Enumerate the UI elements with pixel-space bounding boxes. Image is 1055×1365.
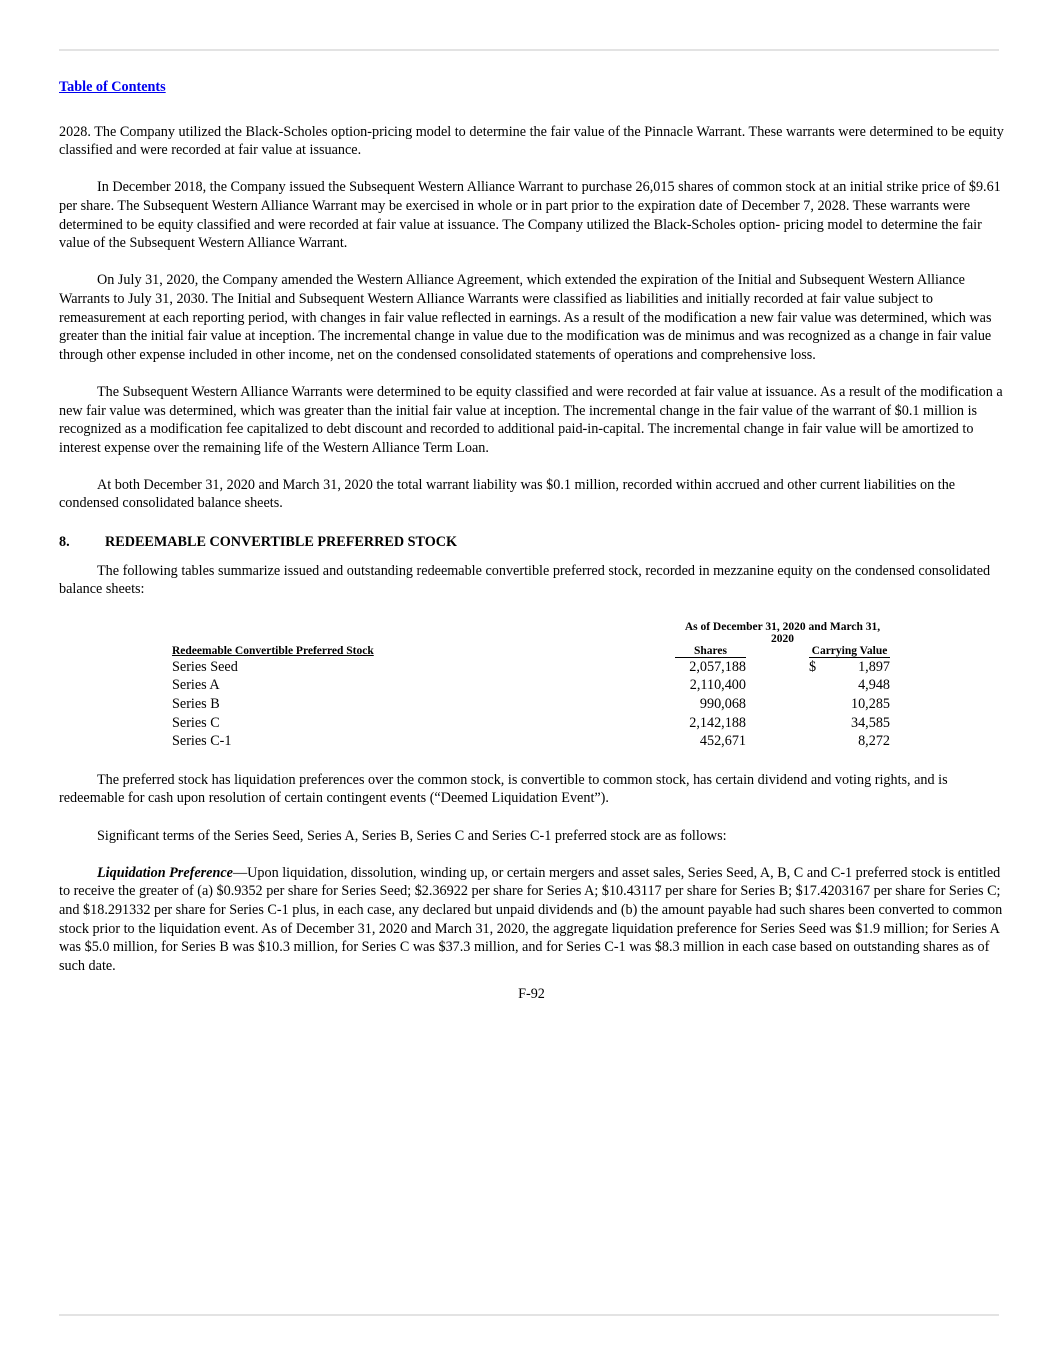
table-header-carrying-value: Carrying Value bbox=[809, 645, 890, 658]
row-carrying-value: 34,585 bbox=[850, 714, 890, 731]
row-label: Series C-1 bbox=[172, 733, 232, 750]
paragraph-significant-terms: Significant terms of the Series Seed, Series A, Series B, Series C and Series C-1 preferred stock are as follows: bbox=[97, 827, 727, 844]
row-carrying-value: 4,948 bbox=[858, 677, 890, 694]
section-number: 8. bbox=[59, 534, 70, 551]
row-label: Series B bbox=[172, 696, 220, 713]
section-heading bbox=[59, 533, 1004, 552]
paragraph-liquidation-overview: The preferred stock has liquidation preferences over the common stock, is convertible to common stock, has certain dividend and voting rights, and is redeemable for cash upon resolution of certain contingent events (“Deemed Liquidation Event”). bbox=[59, 771, 948, 807]
row-shares: 2,142,188 bbox=[689, 714, 746, 731]
section-title: REDEEMABLE CONVERTIBLE PREFERRED STOCK bbox=[105, 534, 458, 551]
row-carrying-value: 8,272 bbox=[858, 733, 890, 750]
table-group-header: As of December 31, 2020 and March 31, 2020 bbox=[684, 620, 881, 645]
row-shares: 990,068 bbox=[699, 696, 746, 713]
table-row bbox=[172, 676, 890, 695]
row-label: Series C bbox=[172, 714, 220, 731]
table-row bbox=[172, 695, 890, 714]
paragraph-equity-classified: The Subsequent Western Alliance Warrants were determined to be equity classified and were recorded at fair value at issuance. As a result of the modification a new fair value was determined, which was greater than the initial fair value at inception. The incremental change in the fair value of the warrant of $0.1 million is recognized as a modification fee capitalized to debt discount and recorded to additional paid-in-capital. The incremental change in fair value will be amortized to interest expense over the remaining life of the Western Alliance Term Loan. bbox=[59, 383, 1003, 456]
paragraph-pinnacle-warrant: 2028. The Company utilized the Black-Scholes option-pricing model to determine the fair value of the Pinnacle Warrant. These warrants were determined to be equity classified and were recorded at fair value at issuance. bbox=[59, 123, 1004, 159]
liquidation-preference-body: —Upon liquidation, dissolution, winding up, or certain mergers and asset sales, Series Seed, A, B, C and C-1 preferred stock is entitled to receive the greater of (a) $0.9352 per share for Series Seed; $2.36922 per share for Series A; $10.43117 per share for Series B; $17.4203167 per share for Series C; and $18.291332 per share for Series C-1 plus, in each case, any declared but unpaid dividends and (b) the amount payable had such shares been converted to common stock prior to the liquidation event. As of December 31, 2020 and March 31, 2020, the aggregate liquidation preference for Series Seed was $1.9 million; for Series A was $5.0 million, for Series B was $10.3 million, for Series C was $37.3 million, and for Series C-1 was $8.3 million in each case based on outstanding shares as of such date. bbox=[59, 864, 1003, 974]
table-header-name: Redeemable Convertible Preferred Stock bbox=[172, 645, 374, 658]
row-shares: 452,671 bbox=[699, 733, 746, 750]
row-carrying-value: 1,897 bbox=[858, 658, 890, 675]
page-number: F-92 bbox=[518, 986, 545, 1003]
row-label: Series A bbox=[172, 677, 220, 694]
table-row bbox=[172, 714, 890, 733]
paragraph-amendment: On July 31, 2020, the Company amended the Western Alliance Agreement, which extended the expiration of the Initial and Subsequent Western Alliance Warrants to July 31, 2030. The Initial and Subsequent Western Alliance Warrants were classified as liabilities and initially recorded at fair value subject to remeasurement at each reporting period, with changes in fair value reflected in earnings. As a result of the modification a new fair value was determined, which was greater than the initial fair value at inception. The incremental change in value due to the modification was de minimus and was recognized as a change in fair value through other expense included in other income, net on the condensed consolidated statements of operations and comprehensive loss. bbox=[59, 272, 992, 363]
liquidation-preference-lead: Liquidation Preference bbox=[97, 864, 233, 881]
row-carrying-value: 10,285 bbox=[850, 696, 890, 713]
table-of-contents-link[interactable]: Table of Contents bbox=[59, 79, 166, 95]
paragraph-subsequent-warrant: In December 2018, the Company issued the Subsequent Western Alliance Warrant to purchase 26,015 shares of common stock at an initial strike price of $9.61 per share. The Subsequent Western Alliance Warrant may be exercised in whole or in part prior to the expiration date of December 7, 2028. These warrants were determined to be equity classified and were recorded at fair value at issuance. The Company utilized the Black-Scholes option- pricing model to determine the fair value of the Subsequent Western Alliance Warrant. bbox=[59, 179, 1001, 252]
table-header-shares: Shares bbox=[675, 645, 746, 658]
preferred-stock-table bbox=[172, 621, 890, 751]
section-intro: The following tables summarize issued and outstanding redeemable convertible preferred stock, recorded in mezzanine equity on the condensed consolidated balance sheets: bbox=[59, 562, 991, 598]
document-page bbox=[59, 78, 1004, 1004]
currency-symbol: $ bbox=[809, 658, 817, 675]
paragraph-warrant-liability: At both December 31, 2020 and March 31, 2020 the total warrant liability was $0.1 million, recorded within accrued and other current liabilities on the condensed consolidated balance sheets. bbox=[59, 476, 956, 512]
row-label: Series Seed bbox=[172, 658, 238, 675]
top-divider bbox=[59, 49, 999, 51]
row-shares: 2,057,188 bbox=[689, 658, 746, 675]
row-shares: 2,110,400 bbox=[689, 677, 746, 694]
paragraph-liquidation-preference bbox=[59, 864, 1004, 976]
table-row bbox=[172, 732, 890, 751]
table-row bbox=[172, 657, 890, 676]
bottom-divider bbox=[59, 1314, 999, 1316]
